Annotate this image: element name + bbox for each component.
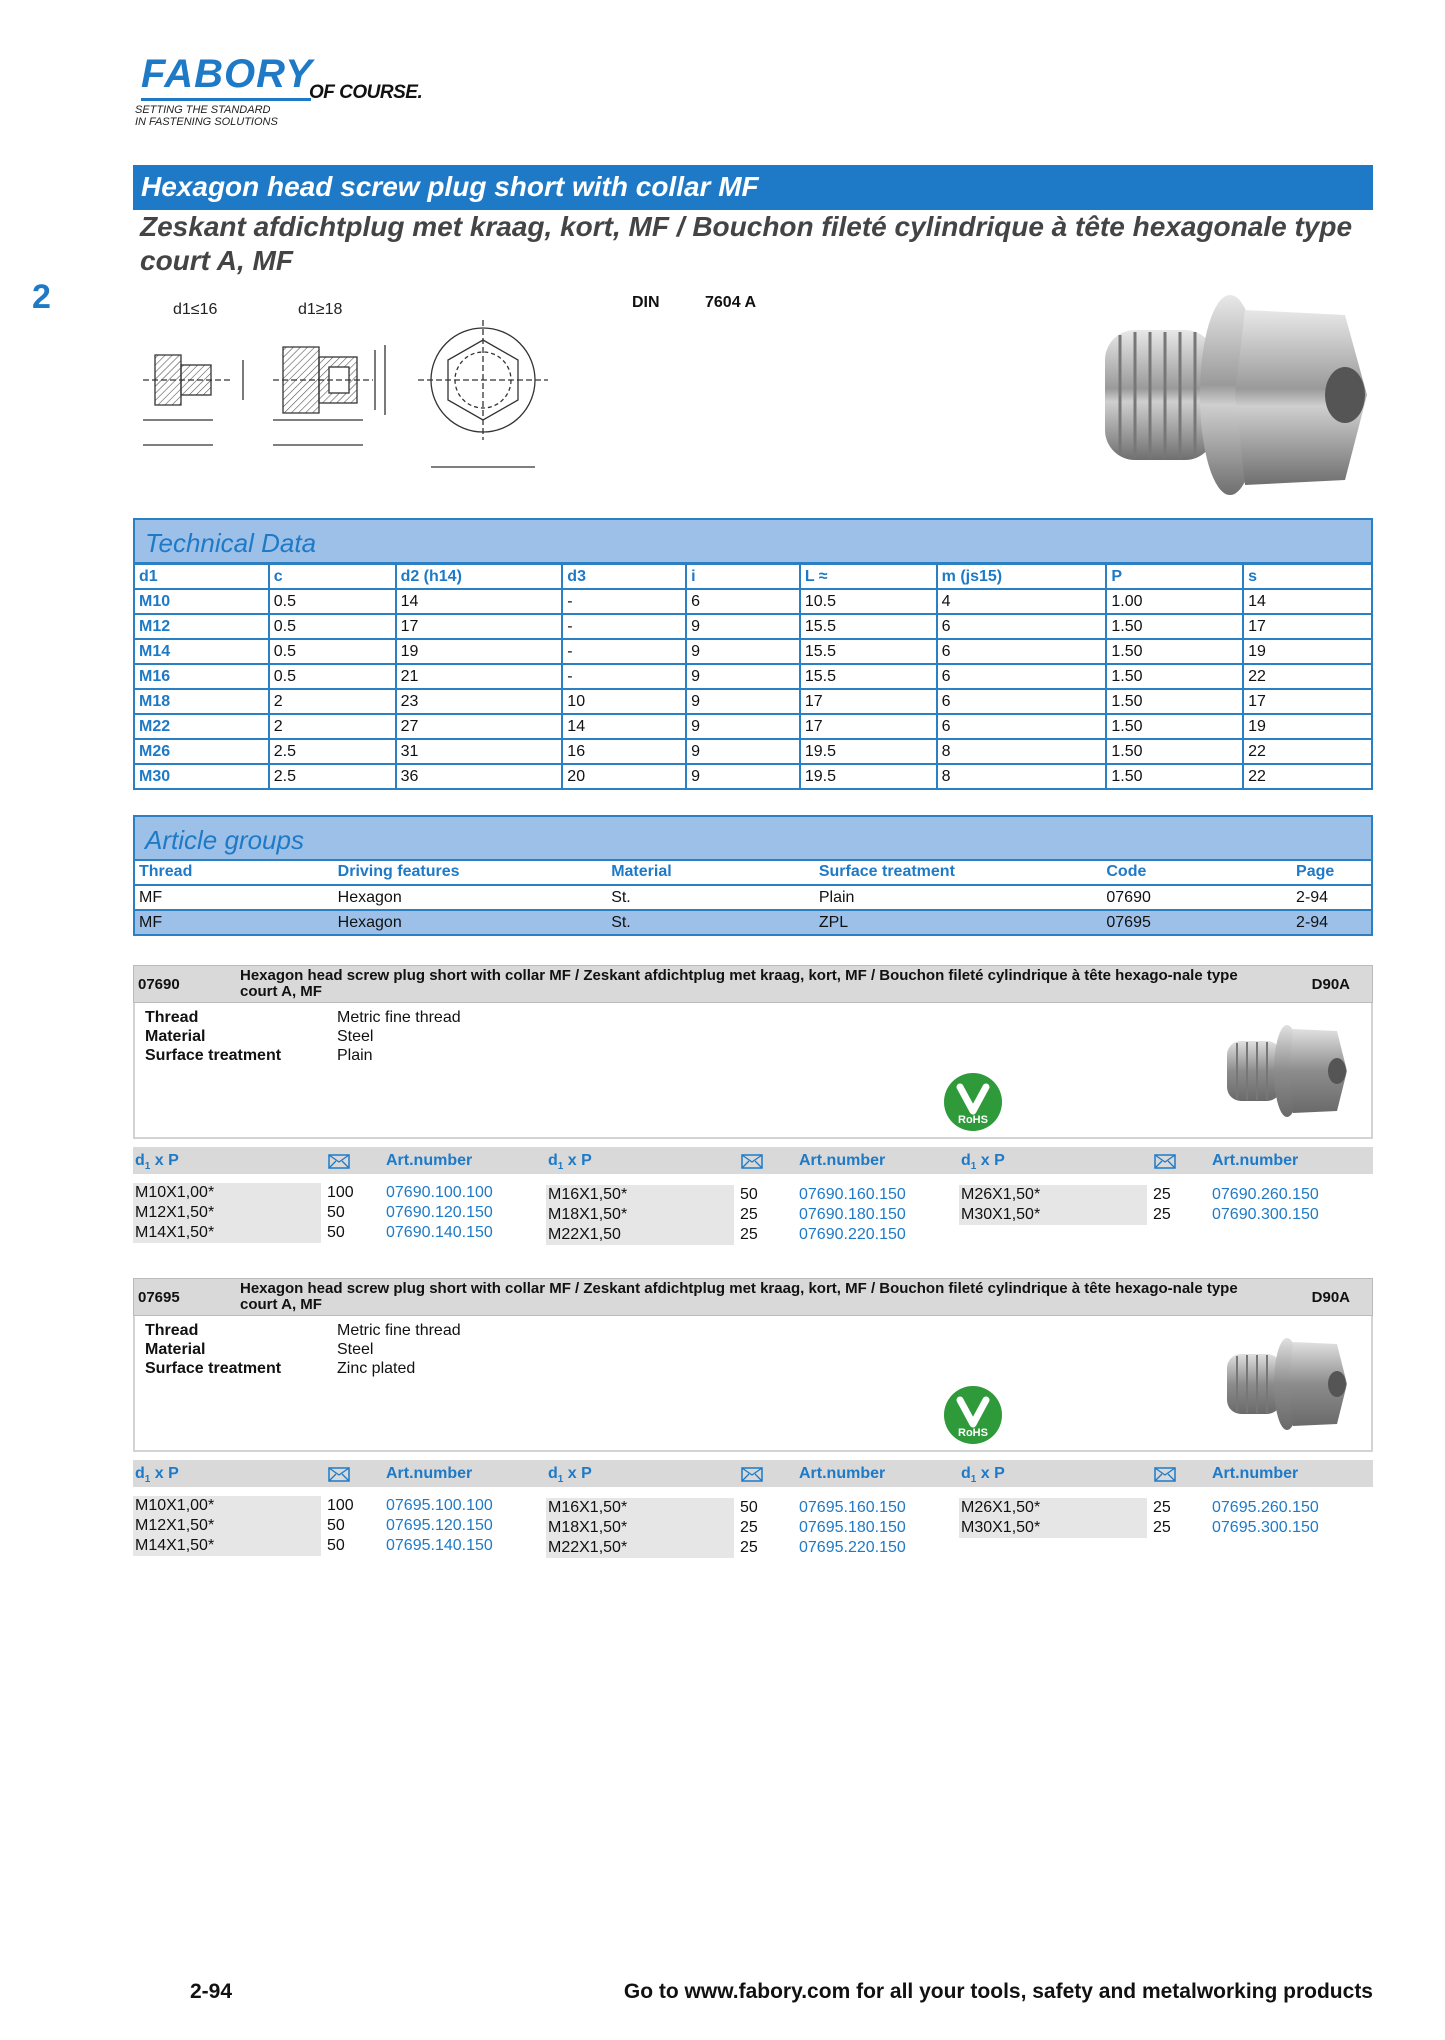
list-col-dp: $d_1$ x P [961,1465,1005,1486]
tech-cell: 0.5 [269,589,396,614]
item-size: M12X1,50* [133,1203,321,1223]
property-label: Thread [145,1322,199,1339]
item-art-number-link[interactable]: 07690.220.150 [799,1226,906,1243]
item-art-number-link[interactable]: 07690.140.150 [386,1224,493,1241]
list-item[interactable] [546,1185,946,1205]
list-item[interactable] [546,1498,946,1518]
technical-drawing [133,295,553,495]
tech-col-header: L ≈ [800,564,937,589]
item-quantity: 50 [327,1204,345,1221]
group-cell: Hexagon [334,910,608,935]
tech-cell: 1.50 [1106,739,1243,764]
tech-cell: M30 [134,764,269,789]
item-quantity: 50 [327,1537,345,1554]
tech-cell: 2.5 [269,739,396,764]
item-size: M16X1,50* [546,1498,734,1518]
tech-cell: 14 [396,589,563,614]
tech-cell: 9 [686,639,800,664]
svg-text:RoHS: RoHS [958,1114,988,1126]
tech-cell: - [562,664,686,689]
list-col-dp: $d_1$ x P [548,1465,592,1486]
fabory-logo [133,52,423,132]
tech-cell: 9 [686,739,800,764]
item-size: M22X1,50 [546,1225,734,1245]
logo-underline [141,98,311,101]
tech-col-header: c [269,564,396,589]
tech-cell: 2 [269,689,396,714]
tech-cell: 15.5 [800,614,937,639]
tech-cell: 10 [562,689,686,714]
list-item[interactable] [959,1185,1359,1205]
tech-cell: M18 [134,689,269,714]
item-quantity: 50 [740,1499,758,1516]
tech-cell: - [562,614,686,639]
item-size: M18X1,50* [546,1518,734,1538]
tech-cell: 8 [937,739,1107,764]
table-row [134,714,1372,739]
article-code: 07690 [138,976,180,993]
property-value: Plain [337,1047,373,1064]
tech-col-header: s [1243,564,1372,589]
tech-cell: 0.5 [269,664,396,689]
drawing-label-large: d1≥18 [298,301,343,318]
list-item[interactable] [546,1538,946,1558]
property-label: Material [145,1341,206,1358]
logo-brand: FABORY [141,52,313,96]
item-art-number-link[interactable]: 07690.100.100 [386,1184,493,1201]
tech-cell: 31 [396,739,563,764]
item-art-number-link[interactable]: 07695.180.150 [799,1519,906,1536]
tech-cell: 17 [1243,614,1372,639]
rohs-badge-icon [942,1071,1004,1133]
article-description: Hexagon head screw plug short with collar MF / Zeskant afdichtplug met kraag, kort, MF / Bouchon fileté cylindrique à tête hexago-nale type court A, MF [240,967,1238,1000]
group-cell: 2-94 [1292,910,1372,935]
tech-cell: 0.5 [269,614,396,639]
item-quantity: 100 [327,1184,354,1201]
tech-cell: 15.5 [800,664,937,689]
tech-cell: - [562,589,686,614]
item-art-number-link[interactable]: 07695.100.100 [386,1497,493,1514]
property-value: Zinc plated [337,1360,416,1377]
group-col-header: Driving features [334,860,608,885]
tech-cell: 14 [562,714,686,739]
article-list-header [133,1147,1373,1174]
item-quantity: 25 [740,1206,758,1223]
item-art-number-link[interactable]: 07690.300.150 [1212,1206,1319,1223]
product-thumbnail [1221,1326,1351,1436]
tech-cell: 2 [269,714,396,739]
item-art-number-link[interactable]: 07690.160.150 [799,1186,906,1203]
tech-cell: 17 [396,614,563,639]
group-cell: MF [134,910,334,935]
tech-cell: - [562,639,686,664]
tech-col-header: d2 (h14) [396,564,563,589]
package-quantity-icon [328,1467,350,1482]
list-item[interactable] [546,1518,946,1538]
item-quantity: 25 [1153,1206,1171,1223]
page-subtitle: Zeskant afdichtplug met kraag, kort, MF / Bouchon fileté cylindrique à tête hexagonale type court A, MF [140,211,1353,276]
footer-text: Go to www.fabory.com for all your tools, safety and metalworking products [623,1980,1373,2003]
tech-cell: 1.50 [1106,764,1243,789]
tech-cell: 17 [1243,689,1372,714]
item-size: M12X1,50* [133,1516,321,1536]
table-row [134,664,1372,689]
technical-data-title: Technical Data [145,528,317,558]
tech-col-header: P [1106,564,1243,589]
list-item[interactable] [546,1205,946,1225]
tech-cell: 8 [937,764,1107,789]
package-quantity-icon [1154,1154,1176,1169]
tech-cell: 9 [686,614,800,639]
tech-cell: 6 [937,714,1107,739]
tech-cell: 19.5 [800,739,937,764]
item-art-number-link[interactable]: 07695.300.150 [1212,1519,1319,1536]
item-art-number-link[interactable]: 07695.220.150 [799,1539,906,1556]
page-title: Hexagon head screw plug short with collar MF [141,171,759,202]
package-quantity-icon [741,1154,763,1169]
tech-col-header: m (js15) [937,564,1107,589]
tech-col-header: d3 [562,564,686,589]
tech-cell: 2.5 [269,764,396,789]
tech-cell: 22 [1243,664,1372,689]
tech-cell: M16 [134,664,269,689]
list-col-dp: $d_1$ x P [548,1152,592,1173]
tech-cell: 0.5 [269,639,396,664]
tech-cell: 1.50 [1106,639,1243,664]
footer-page-number: 2-94 [190,1980,233,2003]
tech-cell: 36 [396,764,563,789]
table-row [134,764,1372,789]
property-value: Steel [337,1341,374,1358]
tech-col-header: i [686,564,800,589]
list-col-art: Art.number [1212,1152,1299,1169]
tech-cell: 9 [686,689,800,714]
plug-drawing-svg [133,295,553,495]
tech-cell: 14 [1243,589,1372,614]
list-item[interactable] [959,1498,1359,1518]
item-size: M14X1,50* [133,1223,321,1243]
property-label: Surface treatment [145,1047,282,1064]
article-description: Hexagon head screw plug short with collar MF / Zeskant afdichtplug met kraag, kort, MF / Bouchon fileté cylindrique à tête hexago-nale type court A, MF [240,1280,1238,1313]
tech-cell: M22 [134,714,269,739]
group-col-header: Page [1292,860,1372,885]
article-din: D90A [1311,1289,1350,1306]
list-item[interactable] [133,1516,533,1536]
property-label: Thread [145,1009,199,1026]
tech-cell: 17 [800,689,937,714]
list-col-art: Art.number [386,1465,473,1482]
tech-cell: M26 [134,739,269,764]
list-item[interactable] [133,1183,533,1203]
list-col-art: Art.number [386,1152,473,1169]
item-art-number-link[interactable]: 07695.260.150 [1212,1499,1319,1516]
item-size: M22X1,50* [546,1538,734,1558]
table-row [134,639,1372,664]
item-quantity: 50 [327,1517,345,1534]
article-groups-table [133,860,1373,936]
tech-cell: 19 [1243,639,1372,664]
list-col-art: Art.number [1212,1465,1299,1482]
item-quantity: 50 [740,1186,758,1203]
article-header [133,1278,1373,1316]
property-label: Surface treatment [145,1360,282,1377]
item-size: M18X1,50* [546,1205,734,1225]
item-quantity: 25 [740,1539,758,1556]
item-art-number-link[interactable]: 07690.180.150 [799,1206,906,1223]
tech-cell: 1.50 [1106,714,1243,739]
package-quantity-icon [328,1154,350,1169]
package-quantity-icon [1154,1467,1176,1482]
tech-cell: M14 [134,639,269,664]
group-col-header: Code [1102,860,1292,885]
list-item[interactable] [133,1203,533,1223]
rohs-badge-icon [942,1384,1004,1446]
item-quantity: 25 [1153,1186,1171,1203]
item-quantity: 25 [740,1226,758,1243]
tech-cell: M12 [134,614,269,639]
item-size: M26X1,50* [959,1185,1147,1205]
tech-cell: 10.5 [800,589,937,614]
item-quantity: 50 [327,1224,345,1241]
item-quantity: 25 [1153,1499,1171,1516]
table-row[interactable] [134,910,1372,935]
table-row[interactable] [134,885,1372,910]
group-cell: 07695 [1102,910,1292,935]
group-cell: St. [607,910,815,935]
group-cell: MF [134,885,334,910]
tech-cell: 6 [686,589,800,614]
property-value: Steel [337,1028,374,1045]
list-item[interactable] [133,1536,533,1556]
article-list-header [133,1460,1373,1487]
article-groups-header [133,815,1373,861]
list-col-dp: $d_1$ x P [961,1152,1005,1173]
group-cell: 2-94 [1292,885,1372,910]
table-row [134,614,1372,639]
tech-cell: 19.5 [800,764,937,789]
item-art-number-link[interactable]: 07690.120.150 [386,1204,493,1221]
list-col-dp: $d_1$ x P [135,1465,179,1486]
item-quantity: 25 [740,1519,758,1536]
list-item[interactable] [959,1518,1359,1538]
group-cell: Hexagon [334,885,608,910]
item-size: M16X1,50* [546,1185,734,1205]
tech-cell: M10 [134,589,269,614]
property-label: Material [145,1028,206,1045]
article-code: 07695 [138,1289,180,1306]
product-photo [1095,290,1375,505]
tech-cell: 9 [686,664,800,689]
svg-text:RoHS: RoHS [958,1427,988,1439]
group-cell: 07690 [1102,885,1292,910]
list-item[interactable] [959,1205,1359,1225]
item-size: M10X1,00* [133,1496,321,1516]
group-cell: St. [607,885,815,910]
din-label: DIN [632,294,660,311]
property-value: Metric fine thread [337,1009,461,1026]
tech-cell: 4 [937,589,1107,614]
item-art-number-link[interactable]: 07690.260.150 [1212,1186,1319,1203]
group-col-header: Surface treatment [815,860,1103,885]
item-size: M10X1,00* [133,1183,321,1203]
tech-cell: 17 [800,714,937,739]
table-row [134,589,1372,614]
item-size: M30X1,50* [959,1205,1147,1225]
tech-cell: 19 [1243,714,1372,739]
list-item[interactable] [133,1496,533,1516]
list-item[interactable] [546,1225,946,1245]
chapter-number: 2 [32,278,51,316]
group-cell: ZPL [815,910,1103,935]
item-size: M30X1,50* [959,1518,1147,1538]
tech-col-header: d1 [134,564,269,589]
tech-cell: 6 [937,614,1107,639]
item-quantity: 100 [327,1497,354,1514]
item-size: M14X1,50* [133,1536,321,1556]
technical-data-header [133,518,1373,564]
tech-cell: 27 [396,714,563,739]
article-properties [133,1003,1373,1139]
product-thumbnail [1221,1013,1351,1123]
table-row [134,739,1372,764]
item-art-number-link[interactable]: 07695.160.150 [799,1499,906,1516]
tech-cell: 1.50 [1106,664,1243,689]
list-item[interactable] [133,1223,533,1243]
tech-cell: 1.00 [1106,589,1243,614]
tech-cell: 23 [396,689,563,714]
logo-tagline: SETTING THE STANDARD IN FASTENING SOLUTIONS [135,104,278,128]
tech-cell: 19 [396,639,563,664]
tech-cell: 15.5 [800,639,937,664]
tech-cell: 9 [686,714,800,739]
tech-cell: 20 [562,764,686,789]
tech-cell: 21 [396,664,563,689]
article-groups-title: Article groups [145,825,304,855]
item-size: M26X1,50* [959,1498,1147,1518]
title-bar [133,165,1373,210]
item-quantity: 25 [1153,1519,1171,1536]
item-art-number-link[interactable]: 07695.140.150 [386,1537,493,1554]
list-col-art: Art.number [799,1152,886,1169]
tech-cell: 1.50 [1106,689,1243,714]
article-din: D90A [1311,976,1350,993]
article-properties [133,1316,1373,1452]
drawing-label-small: d1≤16 [173,301,218,318]
tech-cell: 6 [937,664,1107,689]
list-col-art: Art.number [799,1465,886,1482]
tech-cell: 1.50 [1106,614,1243,639]
property-value: Metric fine thread [337,1322,461,1339]
tech-cell: 6 [937,639,1107,664]
table-row [134,689,1372,714]
tech-cell: 22 [1243,764,1372,789]
package-quantity-icon [741,1467,763,1482]
technical-data-table [133,563,1373,790]
group-col-header: Material [607,860,815,885]
logo-slogan: OF COURSE. [309,82,423,103]
article-header [133,965,1373,1003]
tech-cell: 9 [686,764,800,789]
tech-cell: 16 [562,739,686,764]
tech-cell: 6 [937,689,1107,714]
tech-cell: 22 [1243,739,1372,764]
group-col-header: Thread [134,860,334,885]
item-art-number-link[interactable]: 07695.120.150 [386,1517,493,1534]
din-value: 7604 A [705,294,756,311]
list-col-dp: $d_1$ x P [135,1152,179,1173]
group-cell: Plain [815,885,1103,910]
